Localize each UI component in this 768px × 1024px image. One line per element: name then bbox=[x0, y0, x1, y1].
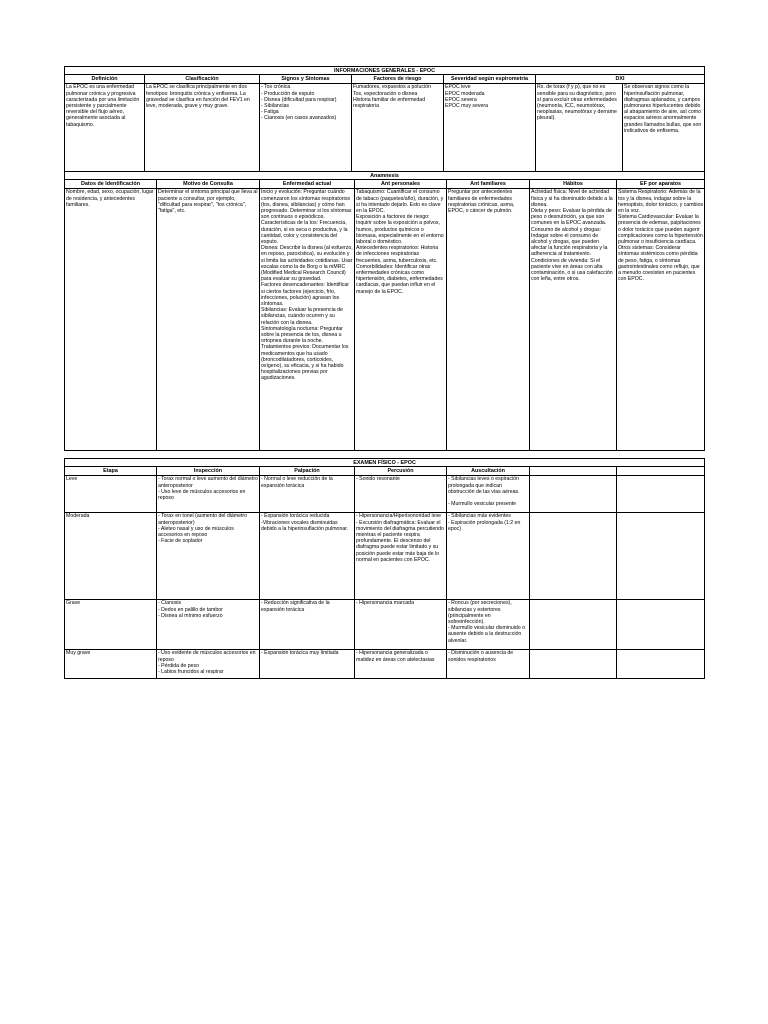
palpacion-cell: - Expansión torácica reducida -Vibraciones vocales disminuidas debido a la hiperinsuflación pulmonar. bbox=[260, 512, 355, 599]
header-ef-aparatos: EF por aparatos bbox=[617, 180, 705, 188]
header-auscultacion: Auscultación bbox=[447, 467, 530, 475]
table-row bbox=[65, 512, 705, 599]
header-definicion: Definición bbox=[65, 75, 145, 83]
cell-ef-aparatos: Sistema Respiratorio: Además de la tos y la disnea, indagar sobre la hemoptisis, dolor torácico, y cambios en la voz. Sistema Cardiovascular: Evaluar la presencia de edemas, palpitaciones o dolor torácico que pueden sugerir complicaciones como la hipertensión pulmonar o insuficiencia cardíaca. Otros sistemas: Considerar síntomas sistémicos como pérdida de peso, fatiga, o síntomas gastrointestinales como reflujo, que a menudo coexisten en pacientes con EPOC. bbox=[617, 188, 705, 450]
header-inspeccion: Inspección bbox=[157, 467, 260, 475]
cell-definicion: La EPOC es una enfermedad pulmonar crónica y progresiva caracterizada por una limitación persistente y parcialmente reversible del flujo aéreo, generalmente asociada al tabaquismo. bbox=[65, 83, 145, 175]
palpacion-cell: - Normal o leve reducción de la expansión torácica bbox=[260, 475, 355, 512]
palpacion-cell: - Reducción significativa de la expansión torácica bbox=[260, 599, 355, 649]
table-row bbox=[65, 475, 705, 512]
empty-cell bbox=[617, 599, 705, 649]
header-habitos: Hábitos bbox=[530, 180, 617, 188]
empty-cell bbox=[617, 512, 705, 599]
cell-factores: Fumadores, expuestos a polución Tos, expectoración o disnea Historia familiar de enfermedad respiratoria bbox=[352, 83, 444, 175]
auscultacion-cell: - Sibilancias más evidentes - Espiración prolongada (1:2 en epoc) bbox=[447, 512, 530, 599]
auscultacion-cell: - Roncus (por secreciones), sibilancias y estertores (principalmente en sobreinfección). - Murmullo vesicular disminuido o ausente debido a la destrucción alveolar. bbox=[447, 599, 530, 649]
cell-motivo-consulta: Determinar el síntoma principal que lleva al paciente a consultar, por ejemplo, "dificultad para respirar", "tos crónica", "fatiga", etc. bbox=[157, 188, 260, 450]
cell-dxi-rx: Rx. de torax (f y p), que no es sensible para su diagnóstico, pero sí para excluir otras enfermedades (neumonía, ICC, neumotórax, neoplasias, neumotórax y derrame pleural). bbox=[536, 83, 623, 175]
cell-datos-identificacion: Nombre, edad, sexo, ocupación, lugar de residencia, y antecedentes familiares. bbox=[65, 188, 157, 450]
header-palpacion: Palpación bbox=[260, 467, 355, 475]
header-severidad: Severidad según espirometría bbox=[444, 75, 536, 83]
header-etapa: Etapa bbox=[65, 467, 157, 475]
empty-cell bbox=[530, 475, 617, 512]
inspeccion-cell: - Torax normal o leve aumento del diámetro anteroposterior - Uso leve de músculos accesorios en reposo bbox=[157, 475, 260, 512]
table-row bbox=[65, 599, 705, 649]
inspeccion-cell: - Uso evidente de músculos accesorios en reposo - Pérdida de peso - Labios fruncidos al respirar bbox=[157, 649, 260, 678]
cell-clasificacion: La EPOC se clasifica principalmente en dos fenotipos: bronquitis crónica y enfisema. La gravedad se clasifica en función del FEV1 en leve, moderada, grave y muy grave. bbox=[145, 83, 260, 175]
header-signos: Signos y Síntomas bbox=[260, 75, 352, 83]
physical-exam-table bbox=[64, 458, 705, 679]
header-empty-2 bbox=[617, 467, 705, 475]
anamnesis-title: Anamnesis bbox=[65, 172, 705, 180]
auscultacion-cell: - Disminución o ausencia de sonidos respiratorios bbox=[447, 649, 530, 678]
cell-ant-familiares: Preguntar por antecedentes familiares de enfermedades respiratorias crónicas, asma, EPOC, o cáncer de pulmón. bbox=[447, 188, 530, 450]
stage-cell: Grave bbox=[65, 599, 157, 649]
header-percusion: Percusión bbox=[355, 467, 447, 475]
header-datos-identificacion: Datos de Identificación bbox=[65, 180, 157, 188]
cell-signos: - Tos crónica - Producción de esputo - Disnea (dificultad para respirar) - Sibilancias - Fatiga - Cianosis (en casos avanzados) bbox=[260, 83, 352, 175]
physical-exam-title: EXAMEN FÍSICO - EPOC bbox=[65, 459, 705, 467]
cell-ant-personales: Tabaquismo: Cuantificar el consumo de tabaco (paquetes/año), duración, y si ha intentado dejarlo. Esto es clave en la EPOC. Exposición a factores de riesgo: Inquirir sobre la exposición a polvos, humos, productos químicos o biomasa, especialmente en el entorno laboral o doméstico. Antecedentes respiratorios: Historia de infecciones respiratorias frecuentes, asma, tuberculosis, etc. Comorbilidades: Identificar otras enfermedades crónicas como hipertensión, diabetes, enfermedades cardíacas, que puedan influir en el manejo de la EPOC. bbox=[355, 188, 447, 450]
inspeccion-cell: - Torax en tonel (aumento del diámetro anteroposterior) - Aleteo nasal y uso de músculos accesorios en reposo - Facie de soplador bbox=[157, 512, 260, 599]
inspeccion-cell: - Cianosis - Dedos en palillo de tambor - Disnea al mínimo esfuerzo bbox=[157, 599, 260, 649]
header-clasificacion: Clasificación bbox=[145, 75, 260, 83]
auscultacion-cell: - Sibilancias leves o espiración prolongada que indican obstrucción de las vías aéreas. - Murmullo vesicular presente bbox=[447, 475, 530, 512]
header-factores: Factores de riesgo bbox=[352, 75, 444, 83]
cell-severidad: EPOC leve EPOC moderada EPOC severa EPOC muy severa bbox=[444, 83, 536, 175]
anamnesis-table bbox=[64, 171, 705, 451]
header-enfermedad-actual: Enfermedad actual bbox=[260, 180, 355, 188]
percusion-cell: - Hipersonancia generalizada o matidez en áreas con atelectasias bbox=[355, 649, 447, 678]
header-dxi: DXI bbox=[536, 75, 705, 83]
cell-habitos: Actividad física: Nivel de actividad física y si ha disminuido debido a la disnea. Dieta y peso: Evaluar la pérdida de peso o desnutrición, ya que son comunes en la EPOC avanzada. Consumo de alcohol y drogas: Indagar sobre el consumo de alcohol y drogas, que pueden afectar la función respiratoria y la adherencia al tratamiento. Condiciones de vivienda: Si el paciente vive en áreas con alta contaminación, o si usa calefacción con leña, entre otros. bbox=[530, 188, 617, 450]
empty-cell bbox=[617, 475, 705, 512]
table-row bbox=[65, 649, 705, 678]
header-ant-familiares: Ant familiares bbox=[447, 180, 530, 188]
empty-cell bbox=[530, 512, 617, 599]
empty-cell bbox=[530, 599, 617, 649]
stage-cell: Leve bbox=[65, 475, 157, 512]
header-motivo-consulta: Motivo de Consulta bbox=[157, 180, 260, 188]
empty-cell bbox=[617, 649, 705, 678]
empty-cell bbox=[530, 649, 617, 678]
percusion-cell: - Sonido resonante bbox=[355, 475, 447, 512]
cell-enfermedad-actual: Inicio y evolución: Preguntar cuándo comenzaron los síntomas respiratorios (tos, disnea, sibilancias) y cómo han progresado. Determinar si los síntomas son continuos o episódicos. Características de la tos: Frecuencia, duración, si es seca o productiva, y la cantidad, color y consistencia del esputo. Disnea: Describir la disnea (al esfuerzo, en reposo, paroxística), su evolución y si limita las actividades cotidianas. Usar escalas como la de Borg o la mMRC (Modified Medical Research Council) para evaluar su gravedad. Factores desencadenantes: Identificar si ciertos factores (ejercicio, frío, infecciones, polución) agravan los síntomas. Sibilancias: Evaluar la presencia de sibilancias, cuándo ocurren y su relación con la disnea. Sintomatología nocturna: Preguntar sobre la presencia de tos, disnea u ortopnea durante la noche. Tratamientos previos: Documentar los medicamentos que ha usado (broncodilatadores, corticoides, oxígeno), su eficacia, y si ha habido hospitalizaciones previas por agudizaciones. bbox=[260, 188, 355, 450]
general-info-table bbox=[64, 66, 705, 176]
cell-dxi-signos: Se observan signos como la hiperinsuflación pulmonar, diafragmas aplanados, y campos pulmonares hiperlucentes debido al atrapamiento de aire, así como espacios aéreos anormalmente grandes llamados bullas, que son indicativos de enfisema. bbox=[623, 83, 705, 175]
stage-cell: Moderada bbox=[65, 512, 157, 599]
percusion-cell: - Hipersonancia marcada bbox=[355, 599, 447, 649]
general-info-title: INFORMACIONES GENERALES - EPOC bbox=[65, 67, 705, 75]
percusion-cell: - Hipersonancia/Hiperisonoridad leve - Excursión diafragmática: Evaluar el movimiento del diafragma percutiendo mientras el paciente respira profundamente. El descenso del diafragma puede estar limitado y su posición puede estar más baja de lo normal en pacientes con EPOC. bbox=[355, 512, 447, 599]
header-empty-1 bbox=[530, 467, 617, 475]
palpacion-cell: - Expansión torácica muy limitada bbox=[260, 649, 355, 678]
header-ant-personales: Ant personales bbox=[355, 180, 447, 188]
stage-cell: Muy grave bbox=[65, 649, 157, 678]
